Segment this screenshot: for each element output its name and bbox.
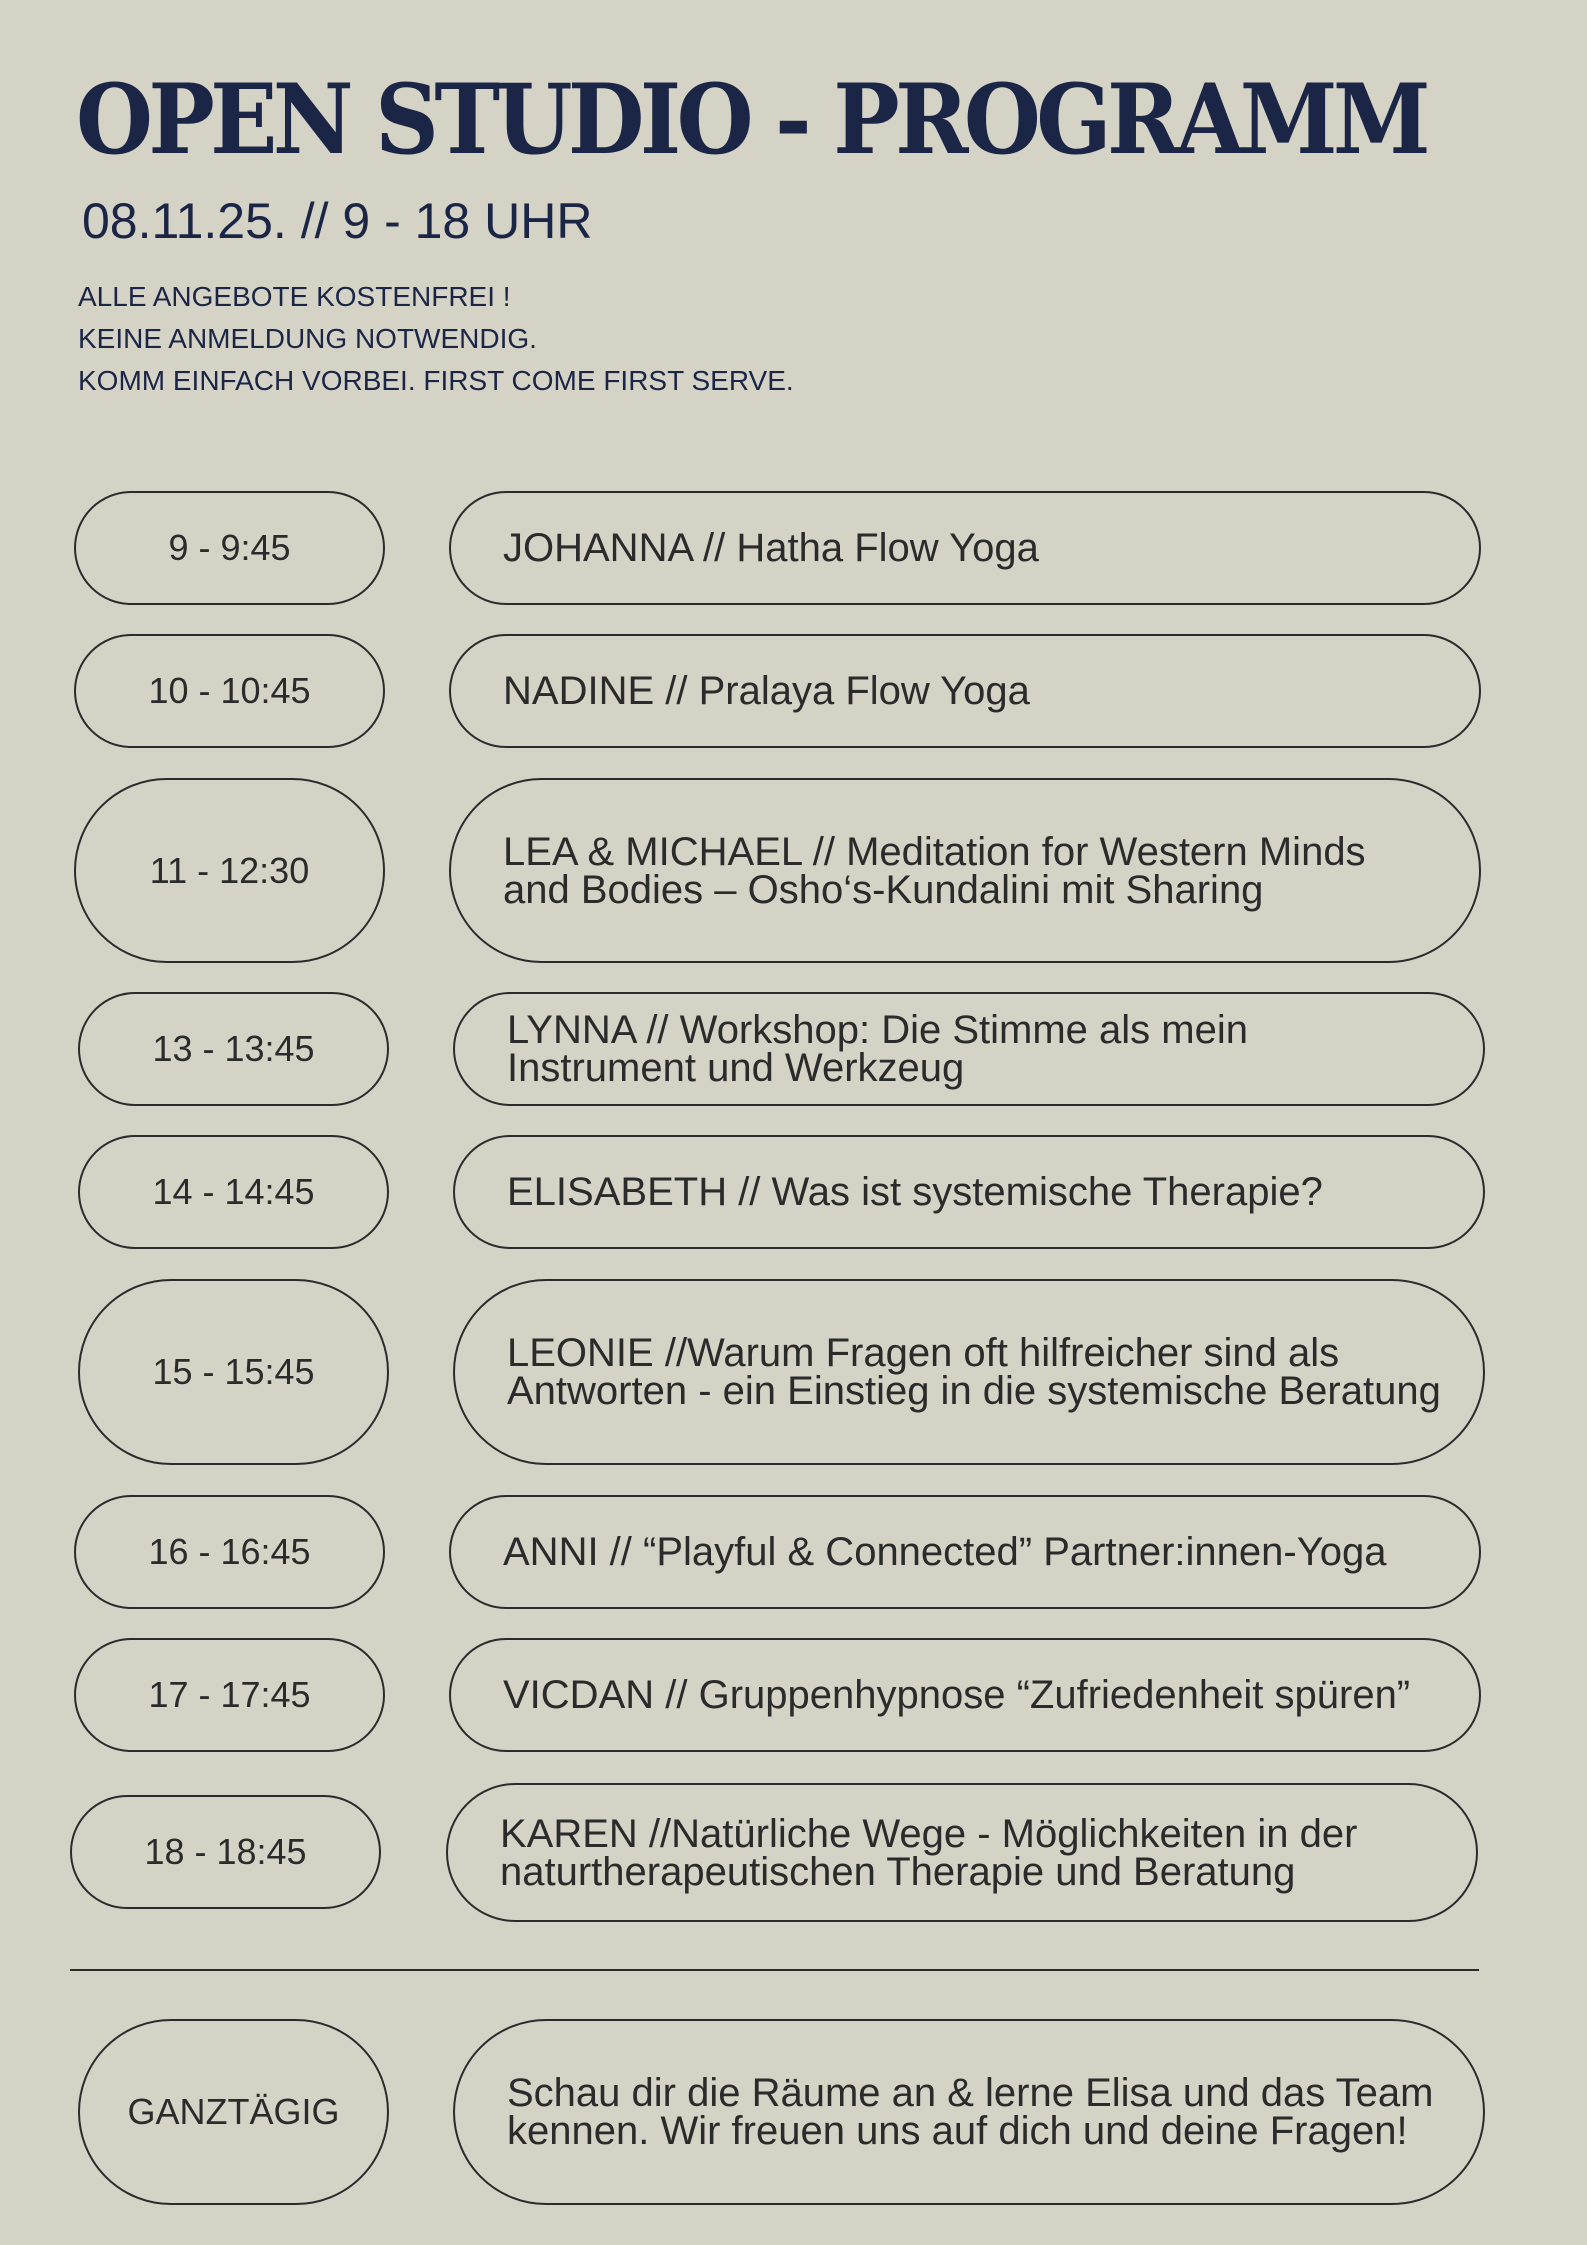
session-description — [449, 634, 1481, 748]
allday-description — [453, 2019, 1485, 2205]
session-description — [453, 992, 1485, 1106]
session-text: ANNI // “Playful & Connected” Partner:innen-Yoga — [503, 1530, 1387, 1574]
session-description — [449, 491, 1481, 605]
page-title: OPEN STUDIO - PROGRAMM — [76, 63, 1427, 176]
session-text: LEA & MICHAEL // Meditation for Western Minds and Bodies – Osho‘s-Kundalini mit Sharing — [503, 829, 1366, 912]
session-text: LEONIE //Warum Fragen oft hilfreicher sind als Antworten - ein Einstieg in die systemische Beratung — [507, 1331, 1441, 1413]
info-note: KOMM EINFACH VORBEI. FIRST COME FIRST SERVE. — [78, 365, 794, 396]
time-label: 16 - 16:45 — [148, 1531, 311, 1572]
time-slot — [78, 992, 389, 1106]
time-slot — [74, 634, 385, 748]
time-label: 13 - 13:45 — [152, 1028, 315, 1069]
time-label: 14 - 14:45 — [152, 1171, 315, 1212]
time-slot-allday — [78, 2019, 389, 2205]
session-description — [453, 1279, 1485, 1465]
session-description — [449, 1638, 1481, 1752]
session-text: KAREN //Natürliche Wege - Möglichkeiten in der naturtherapeutischen Therapie und Beratung — [500, 1811, 1358, 1894]
allday-label: GANZTÄGIG — [127, 2091, 340, 2132]
session-description — [449, 778, 1481, 963]
time-label: 18 - 18:45 — [144, 1831, 307, 1872]
time-slot — [74, 1495, 385, 1609]
time-slot — [74, 778, 385, 963]
info-note: KEINE ANMELDUNG NOTWENDIG. — [78, 323, 537, 354]
time-slot — [74, 491, 385, 605]
time-label: 9 - 9:45 — [168, 527, 291, 568]
session-text: JOHANNA // Hatha Flow Yoga — [503, 526, 1039, 570]
time-slot — [74, 1638, 385, 1752]
event-date: 08.11.25. // 9 - 18 UHR — [82, 193, 593, 249]
time-slot — [70, 1795, 381, 1909]
info-note: ALLE ANGEBOTE KOSTENFREI ! — [78, 281, 511, 312]
time-slot — [78, 1135, 389, 1249]
session-text: NADINE // Pralaya Flow Yoga — [503, 669, 1030, 713]
time-slot — [78, 1279, 389, 1465]
time-label: 10 - 10:45 — [148, 670, 311, 711]
session-text: VICDAN // Gruppenhypnose “Zufriedenheit spüren” — [503, 1673, 1411, 1717]
session-description — [449, 1495, 1481, 1609]
allday-text: Schau dir die Räume an & lerne Elisa und das Team kennen. Wir freuen uns auf dich und deine Fragen! — [507, 2071, 1434, 2153]
session-text: LYNNA // Workshop: Die Stimme als mein Instrument und Werkzeug — [507, 1008, 1248, 1090]
time-label: 17 - 17:45 — [148, 1674, 311, 1715]
time-label: 11 - 12:30 — [149, 849, 310, 891]
divider — [70, 1969, 1479, 1971]
session-description — [453, 1135, 1485, 1249]
session-description — [446, 1783, 1478, 1922]
time-label: 15 - 15:45 — [152, 1351, 315, 1392]
session-text: ELISABETH // Was ist systemische Therapie? — [507, 1170, 1323, 1214]
info-notes — [78, 276, 794, 402]
